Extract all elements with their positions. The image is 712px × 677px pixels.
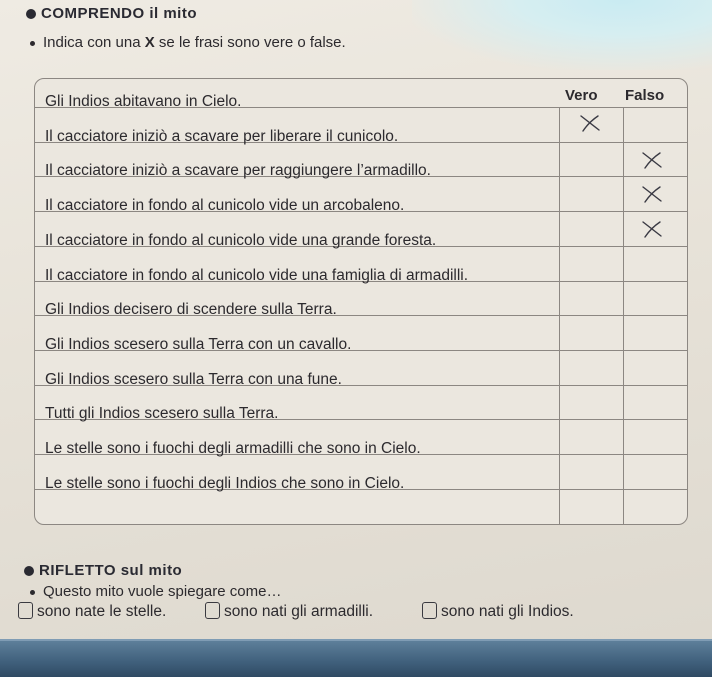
falso-cell[interactable] [639,462,665,482]
instruction-text: Indica con una [43,34,145,51]
question [30,583,281,600]
vero-cell[interactable] [577,287,603,307]
bullet-icon [30,41,35,46]
x-mark-icon [639,184,665,204]
x-mark-icon [639,150,665,170]
vero-cell[interactable] [577,425,603,445]
statement-text: Le stelle sono i fuochi degli Indios che sono in Cielo. [45,474,405,492]
section-title-rifletto [24,562,182,579]
falso-cell[interactable] [639,323,665,343]
section-title-text: RIFLETTO sul mito [39,562,183,579]
checkbox[interactable] [18,602,33,619]
bullet-icon [30,590,35,595]
vero-cell[interactable] [577,460,603,480]
statement-text: Il cacciatore in fondo al cunicolo vide un arcobaleno. [45,197,405,215]
instruction-text-rest: se le frasi sono vere o false. [154,34,346,51]
option-indios[interactable] [422,602,574,621]
vero-cell[interactable] [577,356,603,376]
x-mark-icon [639,219,665,239]
vero-cell[interactable] [577,113,603,133]
option-label: sono nati gli Indios. [441,603,574,620]
falso-cell[interactable] [639,254,665,274]
falso-cell[interactable] [639,393,665,413]
falso-cell[interactable] [639,427,665,447]
section-number-badge [24,566,34,576]
true-false-table [34,78,688,525]
section-number-badge [26,9,36,19]
statement-text: Il cacciatore in fondo al cunicolo vide una famiglia di armadilli. [45,266,469,284]
falso-cell[interactable] [639,184,665,204]
statement-text: Gli Indios scesero sulla Terra con una fune. [45,370,342,388]
falso-cell[interactable] [639,115,665,135]
option-label: sono nate le stelle. [37,603,167,620]
falso-cell[interactable] [639,150,665,170]
option-label: sono nati gli armadilli. [224,603,374,620]
statement-text: Le stelle sono i fuochi degli armadilli che sono in Cielo. [45,440,421,457]
statement-text: Gli Indios abitavano in Cielo. [45,93,242,110]
vero-cell[interactable] [577,391,603,411]
statement-text: Gli Indios decisero di scendere sulla Terra. [45,301,337,319]
statement-text: Tutti gli Indios scesero sulla Terra. [45,405,279,423]
falso-cell[interactable] [639,497,665,517]
instruction [30,34,346,51]
statement-text: Il cacciatore iniziò a scavare per liberare il cunicolo. [45,127,399,145]
falso-cell[interactable] [639,289,665,309]
option-armadilli[interactable] [205,602,373,621]
falso-cell[interactable] [639,219,665,239]
vero-cell[interactable] [577,495,603,515]
vero-cell[interactable] [577,321,603,341]
x-mark-icon [577,113,603,133]
vero-cell[interactable] [577,182,603,202]
vero-cell[interactable] [577,148,603,168]
statement-text: Il cacciatore in fondo al cunicolo vide una grande foresta. [45,231,437,249]
option-stelle[interactable] [18,602,166,621]
question-text: Questo mito vuole spiegare come… [43,583,282,600]
header-falso: Falso [625,87,665,104]
bottom-illustration-strip [0,639,712,677]
checkbox[interactable] [205,602,220,619]
section-title-comprendo [26,5,197,22]
statement-text: Il cacciatore iniziò a scavare per raggiungere l’armadillo. [45,162,431,180]
section-title-text: COMPRENDO il mito [41,5,198,22]
checkbox[interactable] [422,602,437,619]
vero-cell[interactable] [577,217,603,237]
vero-cell[interactable] [577,252,603,272]
statement-text: Gli Indios scesero sulla Terra con un cavallo. [45,335,352,353]
falso-cell[interactable] [639,358,665,378]
header-vero: Vero [565,87,598,104]
instruction-mark-symbol: X [144,34,155,51]
decorative-corner [412,0,712,70]
